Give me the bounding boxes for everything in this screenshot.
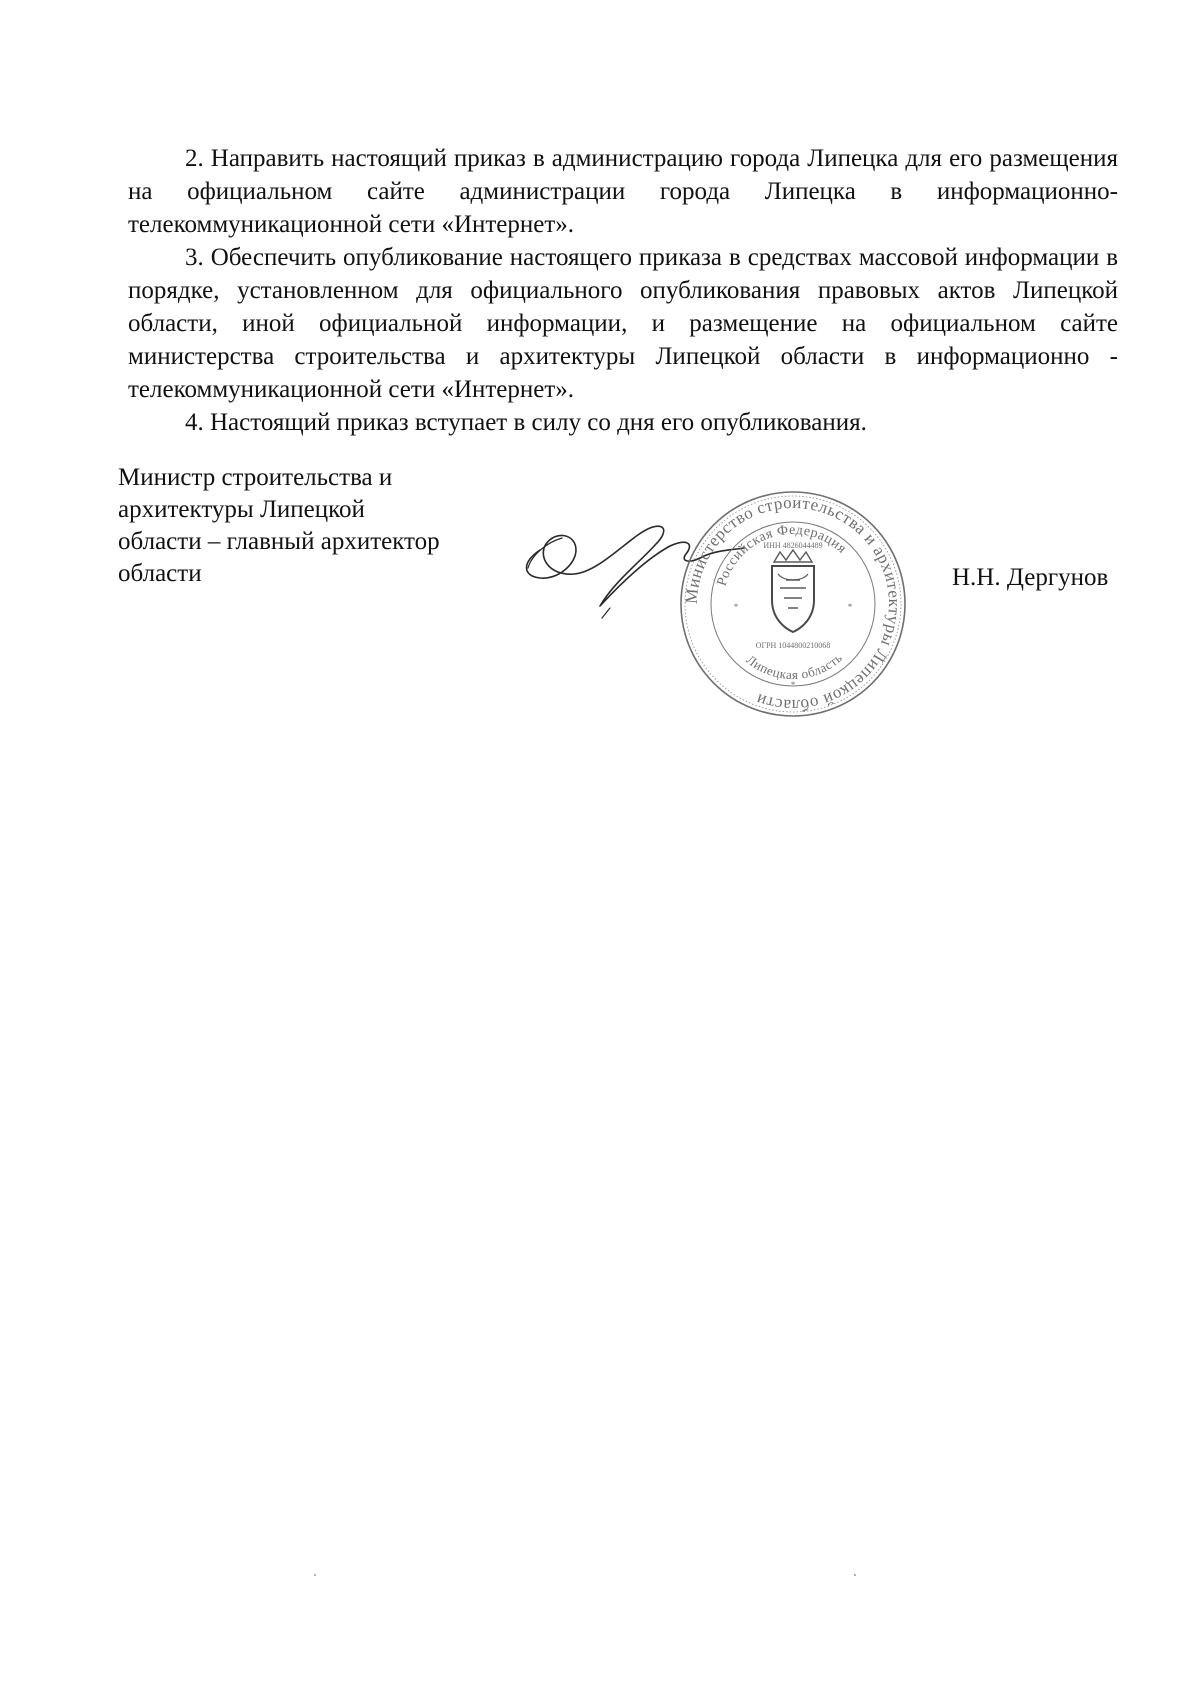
svg-text:*: * (790, 680, 796, 690)
paragraph-4: 4. Настоящий приказ вступает в силу со дня его опубликования. (185, 409, 867, 436)
seal-inn: ИНН 4826044489 (763, 541, 823, 550)
order-body (128, 142, 1118, 439)
scan-artifact (314, 1574, 316, 1576)
signer-name: Н.Н. Дергунов (952, 564, 1109, 591)
svg-text:*: * (847, 602, 853, 612)
signer-position (118, 462, 498, 590)
seal-outer-text: Министерство строительства и архитектуры Липецкой области (681, 492, 905, 716)
signer-position-line: архитектуры Липецкой (118, 496, 365, 523)
seal-bottom-text: Липецкая область (743, 649, 846, 683)
seal-inner-text: Российская Федерация (714, 522, 850, 588)
scan-artifact (854, 1574, 856, 1576)
seal-ogrn: ОГРН 1044800210068 (755, 641, 831, 650)
svg-text:*: * (733, 602, 739, 612)
signer-position-line: области (118, 560, 202, 587)
official-seal (678, 488, 908, 720)
signer-position-line: Министр строительства и (118, 464, 393, 491)
paragraph-3: 3. Обеспечить опубликование настоящего приказа в средствах массовой информации в порядке, установленном для официального опубликования правовых актов Липецкой области, иной официальной информации, и размещение на официальном сайте министерства строительства и архитектуры Липецкой области в информационно - телекоммуникационной сети «Интернет». (128, 244, 1118, 403)
coat-of-arms-icon (772, 550, 814, 632)
paragraph-2: 2. Направить настоящий приказ в администрацию города Липецка для его размещения на официальном сайте администрации города Липецка в информационно-телекоммуникационной сети «Интернет». (128, 145, 1118, 238)
signer-position-line: области – главный архитектор (118, 528, 440, 555)
